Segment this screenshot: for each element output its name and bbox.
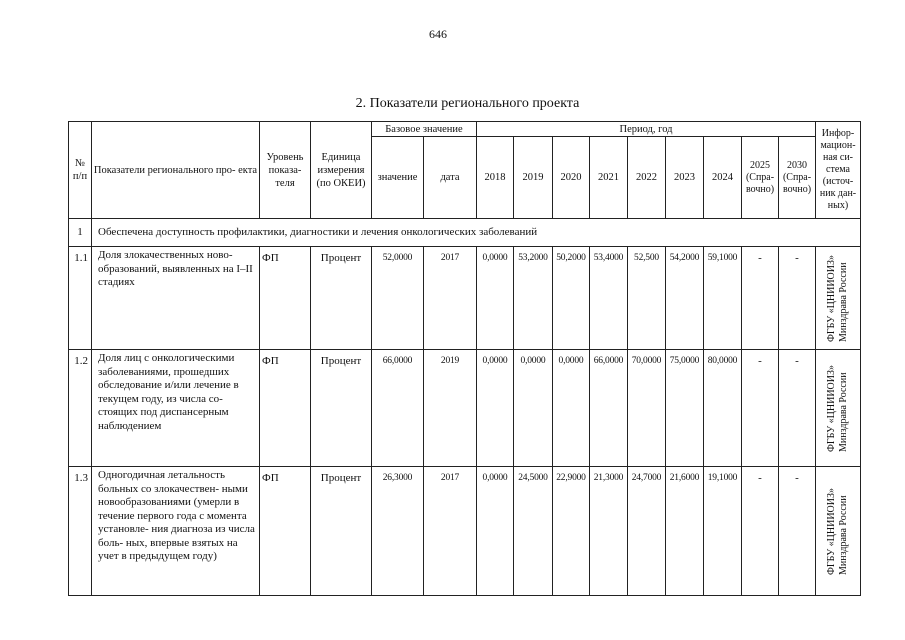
header-unit: Единица измерения (по ОКЕИ) — [311, 122, 372, 219]
header-year-2019: 2019 — [514, 137, 553, 219]
header-num: № п/п — [69, 122, 92, 219]
row-value-2021: 53,4000 — [590, 247, 628, 350]
row-level: ФП — [260, 247, 311, 350]
row-source-line2: Минздрава России — [838, 261, 849, 342]
row-source-line1: ФГБУ «ЦНИИОИЗ» — [826, 487, 837, 575]
section-row — [69, 219, 861, 247]
row-num: 1.3 — [69, 467, 92, 596]
row-base-date: 2017 — [424, 247, 477, 350]
row-value-2021: 66,0000 — [590, 350, 628, 467]
section-row-text: Обеспечена доступность профилактики, диагностики и лечения онкологических заболеваний — [92, 219, 861, 247]
row-value-2024: 59,1000 — [704, 247, 742, 350]
row-source — [816, 350, 861, 467]
header-year-2021: 2021 — [590, 137, 628, 219]
header-year-2023: 2023 — [666, 137, 704, 219]
row-value-2019: 24,5000 — [514, 467, 553, 596]
row-value-2019: 0,0000 — [514, 350, 553, 467]
row-value-2019: 53,2000 — [514, 247, 553, 350]
row-base-date: 2019 — [424, 350, 477, 467]
row-unit: Процент — [311, 467, 372, 596]
indicators-table — [68, 121, 861, 596]
row-value-2018: 0,0000 — [477, 247, 514, 350]
row-value-2024: 19,1000 — [704, 467, 742, 596]
row-source-text — [826, 365, 850, 452]
row-value-2020: 0,0000 — [553, 350, 590, 467]
row-base-value: 52,0000 — [372, 247, 424, 350]
row-source-line1: ФГБУ «ЦНИИОИЗ» — [826, 364, 837, 452]
row-num: 1.2 — [69, 350, 92, 467]
row-value-2023: 75,0000 — [666, 350, 704, 467]
row-level: ФП — [260, 467, 311, 596]
row-source-text — [826, 488, 850, 575]
header-base-date: дата — [424, 137, 477, 219]
table-row — [69, 247, 861, 350]
header-level: Уровень показа- теля — [260, 122, 311, 219]
header-year-2024: 2024 — [704, 137, 742, 219]
row-value-2030: - — [779, 247, 816, 350]
row-source-line2: Минздрава России — [838, 494, 849, 575]
row-source-text — [826, 255, 850, 342]
row-unit: Процент — [311, 247, 372, 350]
row-value-2023: 54,2000 — [666, 247, 704, 350]
header-base-value: значение — [372, 137, 424, 219]
row-value-2021: 21,3000 — [590, 467, 628, 596]
table-row — [69, 467, 861, 596]
section-row-num: 1 — [69, 219, 92, 247]
row-value-2030: - — [779, 350, 816, 467]
row-value-2025: - — [742, 350, 779, 467]
section-title: 2. Показатели регионального проекта — [355, 96, 580, 111]
row-value-2024: 80,0000 — [704, 350, 742, 467]
row-base-value: 26,3000 — [372, 467, 424, 596]
header-year-2020: 2020 — [553, 137, 590, 219]
header-year-2022: 2022 — [628, 137, 666, 219]
page-number: 646 — [429, 27, 447, 41]
row-base-date: 2017 — [424, 467, 477, 596]
row-value-2022: 24,7000 — [628, 467, 666, 596]
row-unit: Процент — [311, 350, 372, 467]
header-info-system: Инфор- мацион- ная си- стема (источ- ник дан- ных) — [816, 122, 861, 219]
header-period-group: Период, год — [477, 122, 816, 137]
row-value-2022: 70,0000 — [628, 350, 666, 467]
row-name: Доля лиц с онкологическими заболеваниями, прошедших обследование и/или лечение в текущем году, из числа со- стоящих под диспансерным наблюдением — [92, 350, 260, 467]
row-value-2020: 50,2000 — [553, 247, 590, 350]
row-value-2018: 0,0000 — [477, 467, 514, 596]
row-value-2030: - — [779, 467, 816, 596]
header-year-2030: 2030 (Спра- вочно) — [779, 137, 816, 219]
row-value-2020: 22,9000 — [553, 467, 590, 596]
row-value-2018: 0,0000 — [477, 350, 514, 467]
row-num: 1.1 — [69, 247, 92, 350]
row-value-2025: - — [742, 247, 779, 350]
header-year-2025: 2025 (Спра- вочно) — [742, 137, 779, 219]
row-source-line2: Минздрава России — [838, 371, 849, 452]
header-base-group: Базовое значение — [372, 122, 477, 137]
row-name: Доля злокачественных ново- образований, выявленных на I–II стадиях — [92, 247, 260, 350]
row-source — [816, 467, 861, 596]
row-source — [816, 247, 861, 350]
row-value-2023: 21,6000 — [666, 467, 704, 596]
row-level: ФП — [260, 350, 311, 467]
row-base-value: 66,0000 — [372, 350, 424, 467]
row-value-2022: 52,500 — [628, 247, 666, 350]
row-value-2025: - — [742, 467, 779, 596]
table-row — [69, 350, 861, 467]
row-source-line1: ФГБУ «ЦНИИОИЗ» — [826, 254, 837, 342]
header-year-2018: 2018 — [477, 137, 514, 219]
header-name: Показатели регионального про- екта — [92, 122, 260, 219]
row-name: Одногодичная летальность больных со злокачествен- ными новообразованиями (умерли в течение первого года с момента установле- ния диагноза из числа боль- ных, впервые взятых на учет в предыдущем году) — [92, 467, 260, 596]
